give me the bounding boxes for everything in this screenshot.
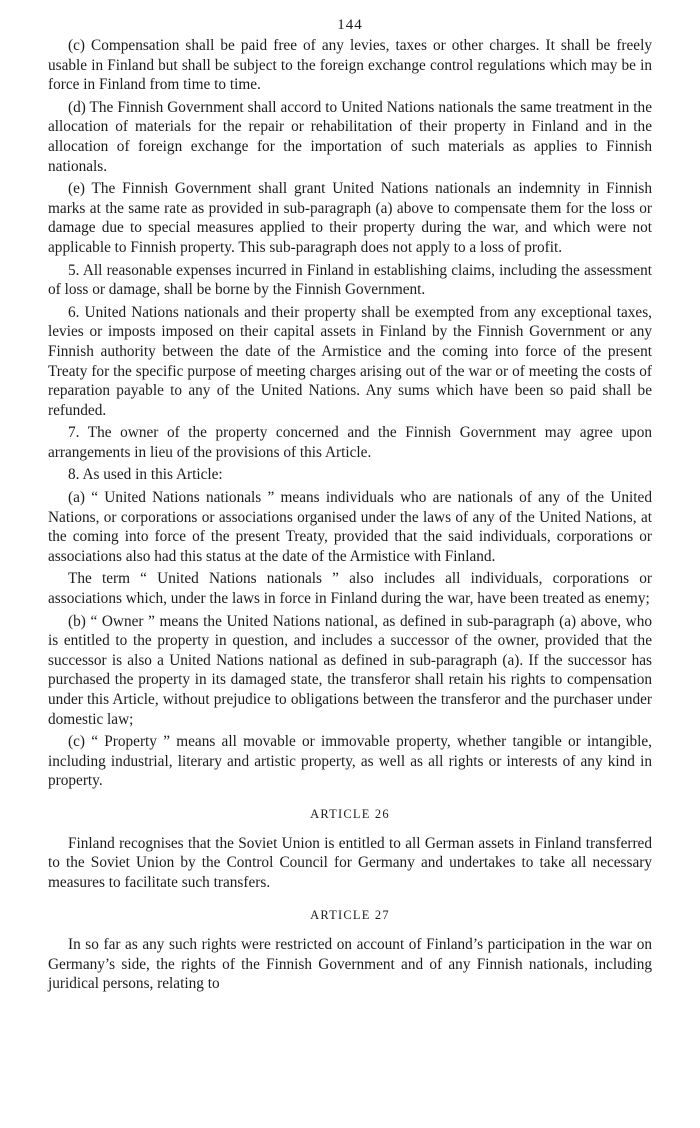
page-number: 144 <box>337 17 363 33</box>
paragraph-definition-property: (c) “ Property ” means all movable or immovable property, whether tangible or intangible, including industrial, literary and artistic property, as well as all rights or interests of any kind in property. <box>48 733 652 790</box>
paragraph-8-definitions-intro: 8. As used in this Article: <box>68 466 223 484</box>
paragraph-definition-owner: (b) “ Owner ” means the United Nations national, as defined in sub-paragraph (a) above, who is entitled to the property in question, and includes a successor of the owner, provided that the successor is also a United Nations national as defined in sub-paragraph (a). If the successor has purchased the property in its damaged state, the transferor shall retain his rights to compensation under this Article, without prejudice to obligations between the transferor and the purchaser under domestic law; <box>48 612 652 728</box>
article-26-heading: ARTICLE 26 <box>310 806 390 821</box>
paragraph-6-exceptional-taxes: 6. United Nations nationals and their property shall be exempted from any exceptional taxes, levies or imposts imposed on their capital assets in Finland by the Finnish Government or any Finnish authority between the date of the Armistice and the coming into force of the present Treaty for the specific purpose of meeting charges arising out of the war or of meeting the costs of reparation payable to any of the United Nations. Any sums which have been so paid shall be refunded. <box>48 303 652 419</box>
paragraph-definition-united-nations-nationals: (a) “ United Nations nationals ” means individuals who are nationals of any of the United Nations, or corporations or associations organised under the laws of any of the United Nations, at the coming into force of the present Treaty, provided that the said individuals, corporations or associations also had this status at the date of the Armistice with Finland. <box>48 489 652 565</box>
article-27-text: In so far as any such rights were restricted on account of Finland’s participation in the war on Germany’s side, the rights of the Finnish Government and of any Finnish nationals, including juridical persons, relating to <box>48 935 652 993</box>
document-page <box>48 0 652 997</box>
paragraph-allocation-of-materials: (d) The Finnish Government shall accord to United Nations nationals the same treatment in the allocation of materials for the repair or rehabilitation of their property in Finland and in the allocation of foreign exchange for the importation of such materials as applies to Finnish nationals. <box>48 98 652 175</box>
paragraph-compensation-free-of-levies: (c) Compensation shall be paid free of any levies, taxes or other charges. It shall be freely usable in Finland but shall be subject to the foreign exchange control regulations which may be in force in Finland from time to time. <box>48 37 652 94</box>
paragraph-7-arrangements: 7. The owner of the property concerned and the Finnish Government may agree upon arrangements in lieu of the provisions of this Article. <box>48 424 652 461</box>
paragraph-5-reasonable-expenses: 5. All reasonable expenses incurred in Finland in establishing claims, including the assessment of loss or damage, shall be borne by the Finnish Government. <box>48 261 652 299</box>
paragraph-term-includes: The term “ United Nations nationals ” also includes all individuals, corporations or associations which, under the laws in force in Finland during the war, have been treated as enemy; <box>48 570 652 608</box>
article-27-heading: ARTICLE 27 <box>310 908 390 923</box>
paragraph-indemnity-special-measures: (e) The Finnish Government shall grant United Nations nationals an indemnity in Finnish marks at the same rate as provided in sub-paragraph (a) above to compensate them for the loss or damage due to special measures applied to their property during the war, and which were not applicable to Finnish property. This sub-paragraph does not apply to a loss of profit. <box>48 180 652 256</box>
article-26-text: Finland recognises that the Soviet Union is entitled to all German assets in Finland transferred to the Soviet Union by the Control Council for Germany and undertakes to take all necessary measures to facilitate such transfers. <box>48 834 652 891</box>
